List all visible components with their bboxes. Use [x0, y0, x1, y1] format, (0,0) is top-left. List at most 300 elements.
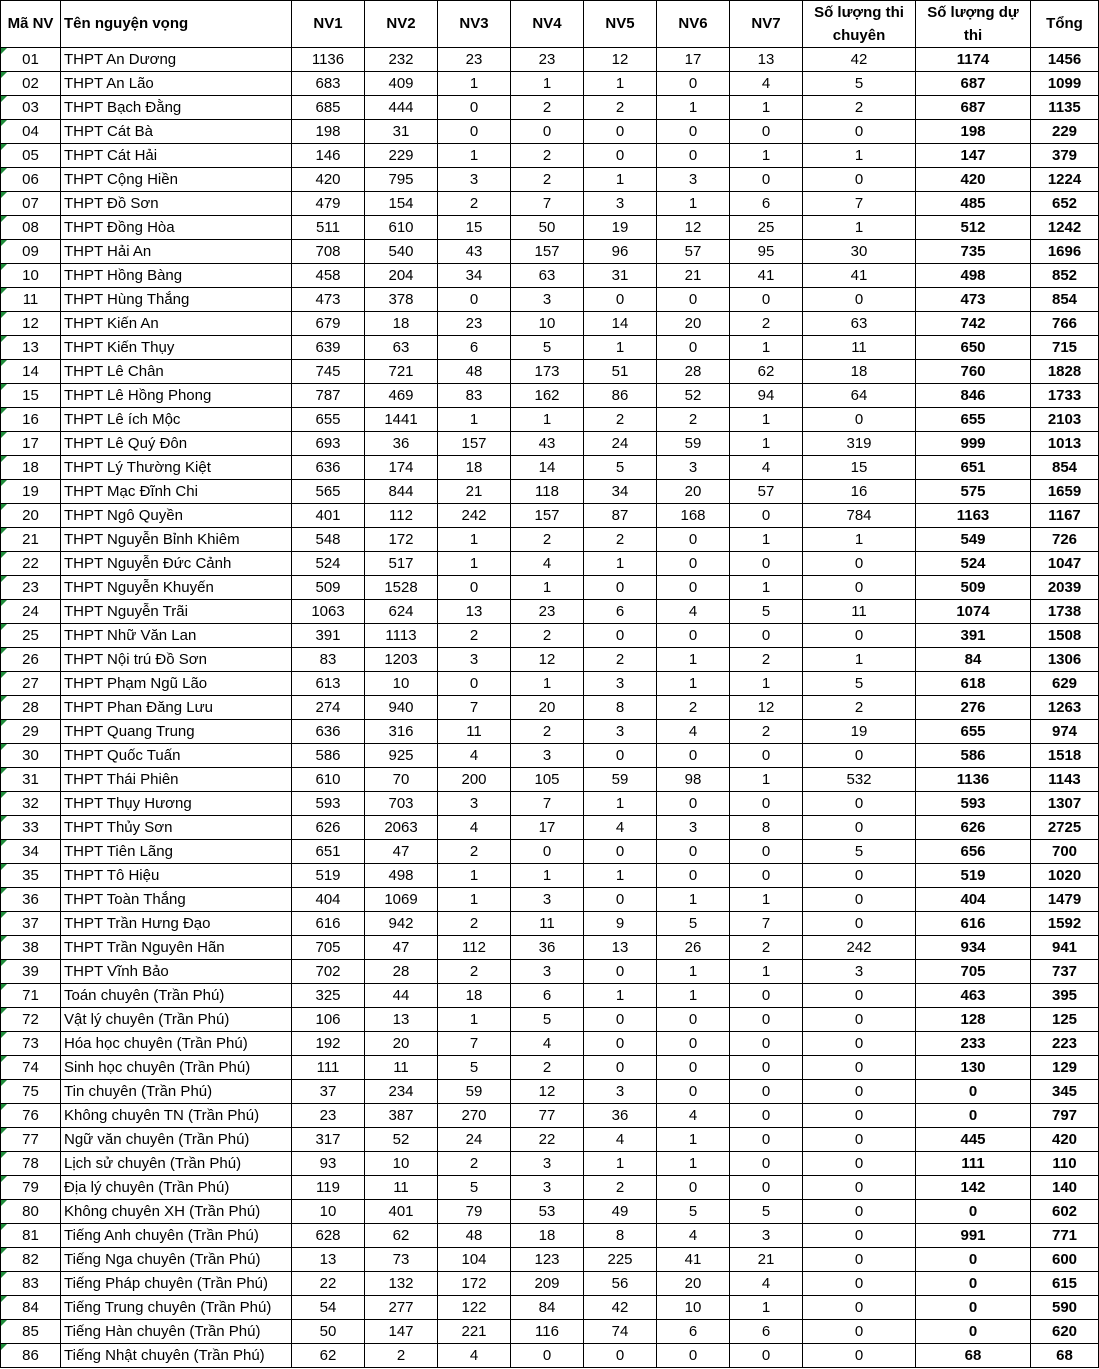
nv4-cell: 11 — [511, 912, 584, 936]
nv7-cell: 0 — [730, 168, 803, 192]
nv6-cell: 4 — [657, 720, 730, 744]
exam-count-cell: 498 — [916, 264, 1031, 288]
nv7-cell: 1 — [730, 432, 803, 456]
nv6-cell: 0 — [657, 792, 730, 816]
code-cell: 04 — [1, 120, 61, 144]
nv7-cell: 25 — [730, 216, 803, 240]
specialized-count-cell: 63 — [803, 312, 916, 336]
code-cell: 35 — [1, 864, 61, 888]
nv3-cell: 24 — [438, 1128, 511, 1152]
nv3-cell: 15 — [438, 216, 511, 240]
nv2-cell: 844 — [365, 480, 438, 504]
code-cell: 02 — [1, 72, 61, 96]
nv5-cell: 5 — [584, 456, 657, 480]
nv7-cell: 0 — [730, 1032, 803, 1056]
nv4-cell: 4 — [511, 1032, 584, 1056]
name-cell: THPT Vĩnh Bảo — [61, 960, 292, 984]
nv2-cell: 387 — [365, 1104, 438, 1128]
nv7-cell: 0 — [730, 864, 803, 888]
nv7-cell: 21 — [730, 1248, 803, 1272]
nv2-cell: 147 — [365, 1320, 438, 1344]
nv2-cell: 795 — [365, 168, 438, 192]
nv3-cell: 112 — [438, 936, 511, 960]
name-cell: THPT Kiến An — [61, 312, 292, 336]
nv4-cell: 1 — [511, 576, 584, 600]
specialized-count-cell: 0 — [803, 1056, 916, 1080]
nv3-cell: 3 — [438, 648, 511, 672]
nv5-cell: 13 — [584, 936, 657, 960]
nv2-cell: 172 — [365, 528, 438, 552]
nv4-cell: 5 — [511, 336, 584, 360]
total-cell: 125 — [1031, 1008, 1099, 1032]
total-cell: 1242 — [1031, 216, 1099, 240]
header-nv2: NV2 — [365, 1, 438, 48]
code-cell: 71 — [1, 984, 61, 1008]
nv4-cell: 7 — [511, 192, 584, 216]
name-cell: THPT Lê ích Mộc — [61, 408, 292, 432]
nv3-cell: 23 — [438, 48, 511, 72]
specialized-count-cell: 11 — [803, 600, 916, 624]
nv4-cell: 10 — [511, 312, 584, 336]
nv3-cell: 6 — [438, 336, 511, 360]
name-cell: THPT Thụy Hương — [61, 792, 292, 816]
nv3-cell: 242 — [438, 504, 511, 528]
nv5-cell: 86 — [584, 384, 657, 408]
nv4-cell: 3 — [511, 1152, 584, 1176]
name-cell: THPT Tô Hiệu — [61, 864, 292, 888]
nv5-cell: 12 — [584, 48, 657, 72]
nv7-cell: 0 — [730, 120, 803, 144]
nv2-cell: 11 — [365, 1176, 438, 1200]
nv5-cell: 4 — [584, 1128, 657, 1152]
nv2-cell: 70 — [365, 768, 438, 792]
nv7-cell: 2 — [730, 312, 803, 336]
nv7-cell: 1 — [730, 960, 803, 984]
total-cell: 1013 — [1031, 432, 1099, 456]
name-cell: THPT Cộng Hiền — [61, 168, 292, 192]
table-row — [1, 144, 1099, 168]
exam-count-cell: 0 — [916, 1248, 1031, 1272]
nv1-cell: 524 — [292, 552, 365, 576]
table-row — [1, 648, 1099, 672]
name-cell: THPT Trần Nguyên Hãn — [61, 936, 292, 960]
table-row — [1, 1320, 1099, 1344]
nv7-cell: 6 — [730, 192, 803, 216]
nv4-cell: 118 — [511, 480, 584, 504]
nv4-cell: 2 — [511, 96, 584, 120]
code-cell: 84 — [1, 1296, 61, 1320]
exam-count-cell: 0 — [916, 1200, 1031, 1224]
nv7-cell: 1 — [730, 888, 803, 912]
nv5-cell: 0 — [584, 576, 657, 600]
nv5-cell: 1 — [584, 984, 657, 1008]
nv2-cell: 44 — [365, 984, 438, 1008]
exam-count-cell: 846 — [916, 384, 1031, 408]
nv7-cell: 5 — [730, 600, 803, 624]
exam-count-cell: 391 — [916, 624, 1031, 648]
specialized-count-cell: 0 — [803, 888, 916, 912]
nv4-cell: 43 — [511, 432, 584, 456]
total-cell: 1508 — [1031, 624, 1099, 648]
code-cell: 08 — [1, 216, 61, 240]
specialized-count-cell: 0 — [803, 792, 916, 816]
nv5-cell: 0 — [584, 1344, 657, 1368]
nv6-cell: 2 — [657, 408, 730, 432]
nv4-cell: 63 — [511, 264, 584, 288]
specialized-count-cell: 2 — [803, 696, 916, 720]
nv6-cell: 1 — [657, 672, 730, 696]
name-cell: THPT Phan Đăng Lưu — [61, 696, 292, 720]
specialized-count-cell: 0 — [803, 1272, 916, 1296]
nv7-cell: 0 — [730, 1176, 803, 1200]
nv6-cell: 0 — [657, 624, 730, 648]
header-nv5: NV5 — [584, 1, 657, 48]
header-nv1: NV1 — [292, 1, 365, 48]
name-cell: THPT Bạch Đằng — [61, 96, 292, 120]
nv4-cell: 53 — [511, 1200, 584, 1224]
code-cell: 73 — [1, 1032, 61, 1056]
code-cell: 81 — [1, 1224, 61, 1248]
total-cell: 345 — [1031, 1080, 1099, 1104]
nv1-cell: 511 — [292, 216, 365, 240]
nv4-cell: 2 — [511, 720, 584, 744]
nv2-cell: 1441 — [365, 408, 438, 432]
nv2-cell: 277 — [365, 1296, 438, 1320]
total-cell: 129 — [1031, 1056, 1099, 1080]
code-cell: 75 — [1, 1080, 61, 1104]
nv7-cell: 0 — [730, 1104, 803, 1128]
nv1-cell: 22 — [292, 1272, 365, 1296]
nv2-cell: 1203 — [365, 648, 438, 672]
nv2-cell: 378 — [365, 288, 438, 312]
table-row — [1, 480, 1099, 504]
exam-count-cell: 84 — [916, 648, 1031, 672]
table-row — [1, 1104, 1099, 1128]
nv3-cell: 1 — [438, 144, 511, 168]
nv1-cell: 787 — [292, 384, 365, 408]
table-row — [1, 1344, 1099, 1368]
exam-count-cell: 991 — [916, 1224, 1031, 1248]
total-cell: 379 — [1031, 144, 1099, 168]
name-cell: Không chuyên XH (Trần Phú) — [61, 1200, 292, 1224]
specialized-count-cell: 242 — [803, 936, 916, 960]
table-row — [1, 312, 1099, 336]
nv1-cell: 420 — [292, 168, 365, 192]
nv1-cell: 548 — [292, 528, 365, 552]
nv1-cell: 401 — [292, 504, 365, 528]
code-cell: 74 — [1, 1056, 61, 1080]
specialized-count-cell: 2 — [803, 96, 916, 120]
specialized-count-cell: 18 — [803, 360, 916, 384]
nv7-cell: 2 — [730, 720, 803, 744]
exam-count-cell: 404 — [916, 888, 1031, 912]
code-cell: 25 — [1, 624, 61, 648]
nv6-cell: 0 — [657, 72, 730, 96]
table-row — [1, 1272, 1099, 1296]
name-cell: THPT Nguyễn Trãi — [61, 600, 292, 624]
nv6-cell: 1 — [657, 1152, 730, 1176]
nv5-cell: 31 — [584, 264, 657, 288]
nv2-cell: 940 — [365, 696, 438, 720]
nv4-cell: 18 — [511, 1224, 584, 1248]
code-cell: 80 — [1, 1200, 61, 1224]
total-cell: 737 — [1031, 960, 1099, 984]
specialized-count-cell: 5 — [803, 672, 916, 696]
total-cell: 1020 — [1031, 864, 1099, 888]
code-cell: 19 — [1, 480, 61, 504]
table-row — [1, 120, 1099, 144]
exam-count-cell: 593 — [916, 792, 1031, 816]
nv7-cell: 0 — [730, 1008, 803, 1032]
nv6-cell: 0 — [657, 1344, 730, 1368]
name-cell: THPT Cát Hải — [61, 144, 292, 168]
nv3-cell: 13 — [438, 600, 511, 624]
nv2-cell: 28 — [365, 960, 438, 984]
table-row — [1, 1176, 1099, 1200]
name-cell: Tiếng Anh chuyên (Trần Phú) — [61, 1224, 292, 1248]
nv2-cell: 1528 — [365, 576, 438, 600]
specialized-count-cell: 41 — [803, 264, 916, 288]
nv3-cell: 2 — [438, 1152, 511, 1176]
nv1-cell: 192 — [292, 1032, 365, 1056]
table-row — [1, 792, 1099, 816]
table-row — [1, 504, 1099, 528]
exam-count-cell: 445 — [916, 1128, 1031, 1152]
total-cell: 1224 — [1031, 168, 1099, 192]
total-cell: 1047 — [1031, 552, 1099, 576]
table-header — [1, 1, 1099, 48]
nv5-cell: 56 — [584, 1272, 657, 1296]
table-row — [1, 984, 1099, 1008]
nv4-cell: 12 — [511, 648, 584, 672]
specialized-count-cell: 0 — [803, 288, 916, 312]
nv4-cell: 173 — [511, 360, 584, 384]
code-cell: 15 — [1, 384, 61, 408]
header-name: Tên nguyện vọng — [61, 1, 292, 48]
nv3-cell: 18 — [438, 456, 511, 480]
code-cell: 22 — [1, 552, 61, 576]
nv7-cell: 1 — [730, 1296, 803, 1320]
nv5-cell: 4 — [584, 816, 657, 840]
name-cell: Lịch sử chuyên (Trần Phú) — [61, 1152, 292, 1176]
nv7-cell: 57 — [730, 480, 803, 504]
code-cell: 31 — [1, 768, 61, 792]
nv6-cell: 0 — [657, 744, 730, 768]
specialized-count-cell: 0 — [803, 1296, 916, 1320]
table-row — [1, 816, 1099, 840]
nv5-cell: 49 — [584, 1200, 657, 1224]
specialized-count-cell: 19 — [803, 720, 916, 744]
header-exam-count: Số lượng dự thi — [916, 1, 1031, 48]
code-cell: 23 — [1, 576, 61, 600]
specialized-count-cell: 0 — [803, 1176, 916, 1200]
specialized-count-cell: 1 — [803, 216, 916, 240]
nv2-cell: 47 — [365, 936, 438, 960]
total-cell: 974 — [1031, 720, 1099, 744]
nv2-cell: 2 — [365, 1344, 438, 1368]
nv3-cell: 2 — [438, 192, 511, 216]
nv6-cell: 0 — [657, 576, 730, 600]
nv7-cell: 2 — [730, 648, 803, 672]
nv5-cell: 0 — [584, 120, 657, 144]
code-cell: 18 — [1, 456, 61, 480]
total-cell: 1263 — [1031, 696, 1099, 720]
nv6-cell: 1 — [657, 192, 730, 216]
total-cell: 1738 — [1031, 600, 1099, 624]
name-cell: THPT Toàn Thắng — [61, 888, 292, 912]
nv4-cell: 3 — [511, 888, 584, 912]
code-cell: 85 — [1, 1320, 61, 1344]
name-cell: THPT Lê Quý Đôn — [61, 432, 292, 456]
nv6-cell: 21 — [657, 264, 730, 288]
code-cell: 12 — [1, 312, 61, 336]
nv2-cell: 204 — [365, 264, 438, 288]
exam-count-cell: 1136 — [916, 768, 1031, 792]
name-cell: Vật lý chuyên (Trần Phú) — [61, 1008, 292, 1032]
nv6-cell: 3 — [657, 456, 730, 480]
nv5-cell: 2 — [584, 528, 657, 552]
nv3-cell: 48 — [438, 360, 511, 384]
name-cell: THPT Kiến Thụy — [61, 336, 292, 360]
exam-count-cell: 519 — [916, 864, 1031, 888]
table-row — [1, 720, 1099, 744]
name-cell: Tiếng Pháp chuyên (Trần Phú) — [61, 1272, 292, 1296]
exam-count-cell: 618 — [916, 672, 1031, 696]
nv4-cell: 77 — [511, 1104, 584, 1128]
nv2-cell: 36 — [365, 432, 438, 456]
code-cell: 32 — [1, 792, 61, 816]
code-cell: 38 — [1, 936, 61, 960]
nv2-cell: 73 — [365, 1248, 438, 1272]
nv6-cell: 57 — [657, 240, 730, 264]
nv1-cell: 23 — [292, 1104, 365, 1128]
nv3-cell: 1 — [438, 888, 511, 912]
exam-count-cell: 68 — [916, 1344, 1031, 1368]
nv7-cell: 0 — [730, 984, 803, 1008]
nv6-cell: 1 — [657, 960, 730, 984]
table-row — [1, 744, 1099, 768]
nv2-cell: 63 — [365, 336, 438, 360]
code-cell: 17 — [1, 432, 61, 456]
nv6-cell: 3 — [657, 816, 730, 840]
nv3-cell: 2 — [438, 624, 511, 648]
nv7-cell: 0 — [730, 1344, 803, 1368]
table-row — [1, 408, 1099, 432]
nv4-cell: 2 — [511, 624, 584, 648]
nv7-cell: 4 — [730, 72, 803, 96]
nv4-cell: 23 — [511, 600, 584, 624]
nv1-cell: 274 — [292, 696, 365, 720]
name-cell: THPT Quang Trung — [61, 720, 292, 744]
nv3-cell: 0 — [438, 672, 511, 696]
nv1-cell: 62 — [292, 1344, 365, 1368]
nv6-cell: 28 — [657, 360, 730, 384]
nv4-cell: 3 — [511, 960, 584, 984]
nv2-cell: 498 — [365, 864, 438, 888]
exam-count-cell: 656 — [916, 840, 1031, 864]
nv1-cell: 565 — [292, 480, 365, 504]
name-cell: THPT Nguyễn Bỉnh Khiêm — [61, 528, 292, 552]
nv4-cell: 3 — [511, 288, 584, 312]
nv3-cell: 4 — [438, 816, 511, 840]
nv1-cell: 37 — [292, 1080, 365, 1104]
nv4-cell: 6 — [511, 984, 584, 1008]
nv3-cell: 11 — [438, 720, 511, 744]
nv5-cell: 1 — [584, 864, 657, 888]
code-cell: 30 — [1, 744, 61, 768]
total-cell: 1456 — [1031, 48, 1099, 72]
nv2-cell: 925 — [365, 744, 438, 768]
nv4-cell: 123 — [511, 1248, 584, 1272]
nv2-cell: 62 — [365, 1224, 438, 1248]
nv5-cell: 2 — [584, 408, 657, 432]
exam-count-cell: 575 — [916, 480, 1031, 504]
table-row — [1, 552, 1099, 576]
nv7-cell: 94 — [730, 384, 803, 408]
nv5-cell: 3 — [584, 720, 657, 744]
nv6-cell: 4 — [657, 600, 730, 624]
name-cell: THPT An Dương — [61, 48, 292, 72]
specialized-count-cell: 64 — [803, 384, 916, 408]
nv4-cell: 1 — [511, 672, 584, 696]
specialized-count-cell: 0 — [803, 168, 916, 192]
table-row — [1, 336, 1099, 360]
nv4-cell: 1 — [511, 72, 584, 96]
nv2-cell: 132 — [365, 1272, 438, 1296]
nv7-cell: 0 — [730, 1152, 803, 1176]
total-cell: 629 — [1031, 672, 1099, 696]
exam-count-cell: 934 — [916, 936, 1031, 960]
nv4-cell: 0 — [511, 1344, 584, 1368]
specialized-count-cell: 319 — [803, 432, 916, 456]
exam-count-cell: 735 — [916, 240, 1031, 264]
nv6-cell: 1 — [657, 984, 730, 1008]
name-cell: Hóa học chuyên (Trần Phú) — [61, 1032, 292, 1056]
nv3-cell: 34 — [438, 264, 511, 288]
table-row — [1, 768, 1099, 792]
nv7-cell: 1 — [730, 408, 803, 432]
nv3-cell: 0 — [438, 96, 511, 120]
specialized-count-cell: 0 — [803, 576, 916, 600]
nv1-cell: 639 — [292, 336, 365, 360]
nv1-cell: 93 — [292, 1152, 365, 1176]
nv6-cell: 0 — [657, 864, 730, 888]
code-cell: 37 — [1, 912, 61, 936]
total-cell: 590 — [1031, 1296, 1099, 1320]
total-cell: 420 — [1031, 1128, 1099, 1152]
specialized-count-cell: 0 — [803, 120, 916, 144]
nv3-cell: 2 — [438, 912, 511, 936]
nv1-cell: 636 — [292, 720, 365, 744]
specialized-count-cell: 0 — [803, 864, 916, 888]
total-cell: 1307 — [1031, 792, 1099, 816]
total-cell: 2103 — [1031, 408, 1099, 432]
nv1-cell: 54 — [292, 1296, 365, 1320]
nv6-cell: 168 — [657, 504, 730, 528]
nv1-cell: 705 — [292, 936, 365, 960]
nv3-cell: 1 — [438, 528, 511, 552]
table-row — [1, 840, 1099, 864]
nv7-cell: 95 — [730, 240, 803, 264]
name-cell: THPT An Lão — [61, 72, 292, 96]
nv5-cell: 59 — [584, 768, 657, 792]
code-cell: 07 — [1, 192, 61, 216]
nv7-cell: 0 — [730, 552, 803, 576]
code-cell: 05 — [1, 144, 61, 168]
name-cell: THPT Đồng Hòa — [61, 216, 292, 240]
table-row — [1, 288, 1099, 312]
name-cell: Tiếng Nga chuyên (Trần Phú) — [61, 1248, 292, 1272]
